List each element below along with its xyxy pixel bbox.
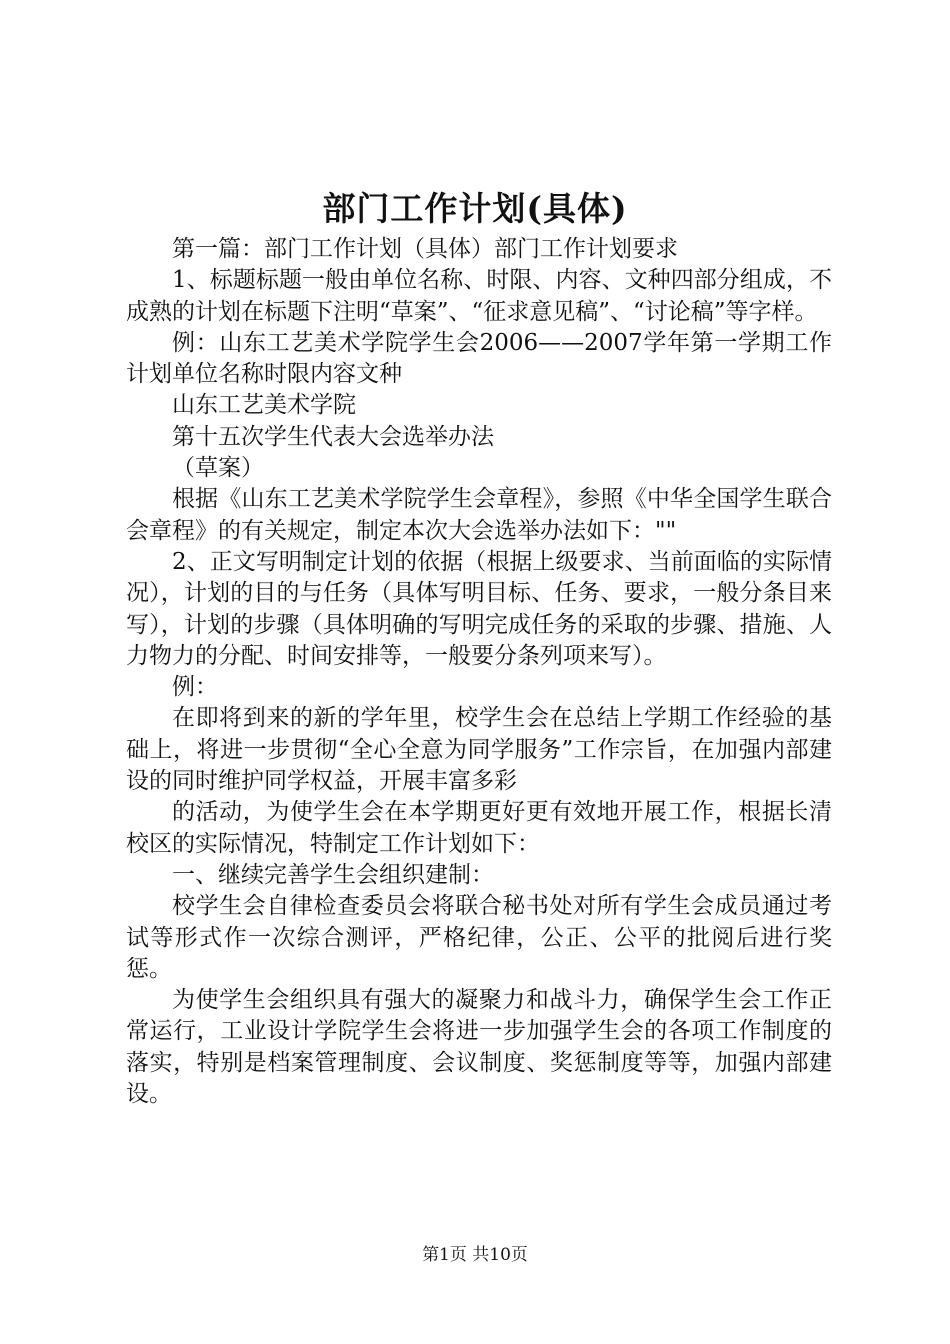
paragraph: 第一篇：部门工作计划（具体）部门工作计划要求	[172, 236, 678, 262]
paragraph: 的活动，为使学生会在本学期更好更有效地开展工作，根据长清校区的实际情况，特制定工作计划如下：	[126, 799, 832, 857]
paragraph: （草案）	[172, 455, 264, 482]
paragraph: 山东工艺美术学院	[172, 392, 356, 419]
paragraph: 第十五次学生代表大会选举办法	[172, 423, 494, 450]
paragraph: 为使学生会组织具有强大的凝聚力和战斗力，确保学生会工作正常运行，工业设计学院学生会将进一步加强学生会的各项工作制度的落实，特别是档案管理制度、会议制度、奖惩制度等等，加强内部建设。	[126, 987, 832, 1108]
document-title: 部门工作计划(具体)	[322, 189, 628, 228]
document-body	[126, 234, 832, 1110]
page-number-footer: 第1页 共10页	[422, 1245, 528, 1265]
paragraph: 2、正文写明制定计划的依据（根据上级要求、当前面临的实际情况），计划的目的与任务（具体写明目标、任务、要求，一般分条目来写），计划的步骤（具体明确的写明完成任务的采取的步骤、措施、人力物力的分配、时间安排等，一般要分条列项来写）。	[126, 548, 832, 669]
paragraph: 根据《山东工艺美术学院学生会章程》，参照《中华全国学生联合会章程》的有关规定，制定本次大会选举办法如下：""	[126, 486, 832, 544]
paragraph: 校学生会自律检查委员会将联合秘书处对所有学生会成员通过考试等形式作一次综合测评，严格纪律，公正、公平的批阅后进行奖惩。	[126, 893, 832, 982]
paragraph: 1、标题标题一般由单位名称、时限、内容、文种四部分组成，不成熟的计划在标题下注明“草案”、“征求意见稿”、“讨论稿”等字样。	[126, 267, 832, 325]
paragraph: 例：山东工艺美术学院学生会2006——2007学年第一学期工作计划单位名称时限内容文种	[126, 329, 832, 388]
paragraph: 例：	[172, 674, 218, 701]
paragraph: 在即将到来的新的学年里，校学生会在总结上学期工作经验的基础上，将进一步贯彻“全心全意为同学服务”工作宗旨，在加强内部建设的同时维护同学权益，开展丰富多彩	[126, 705, 832, 795]
paragraph: 一、继续完善学生会组织建制：	[172, 861, 494, 888]
